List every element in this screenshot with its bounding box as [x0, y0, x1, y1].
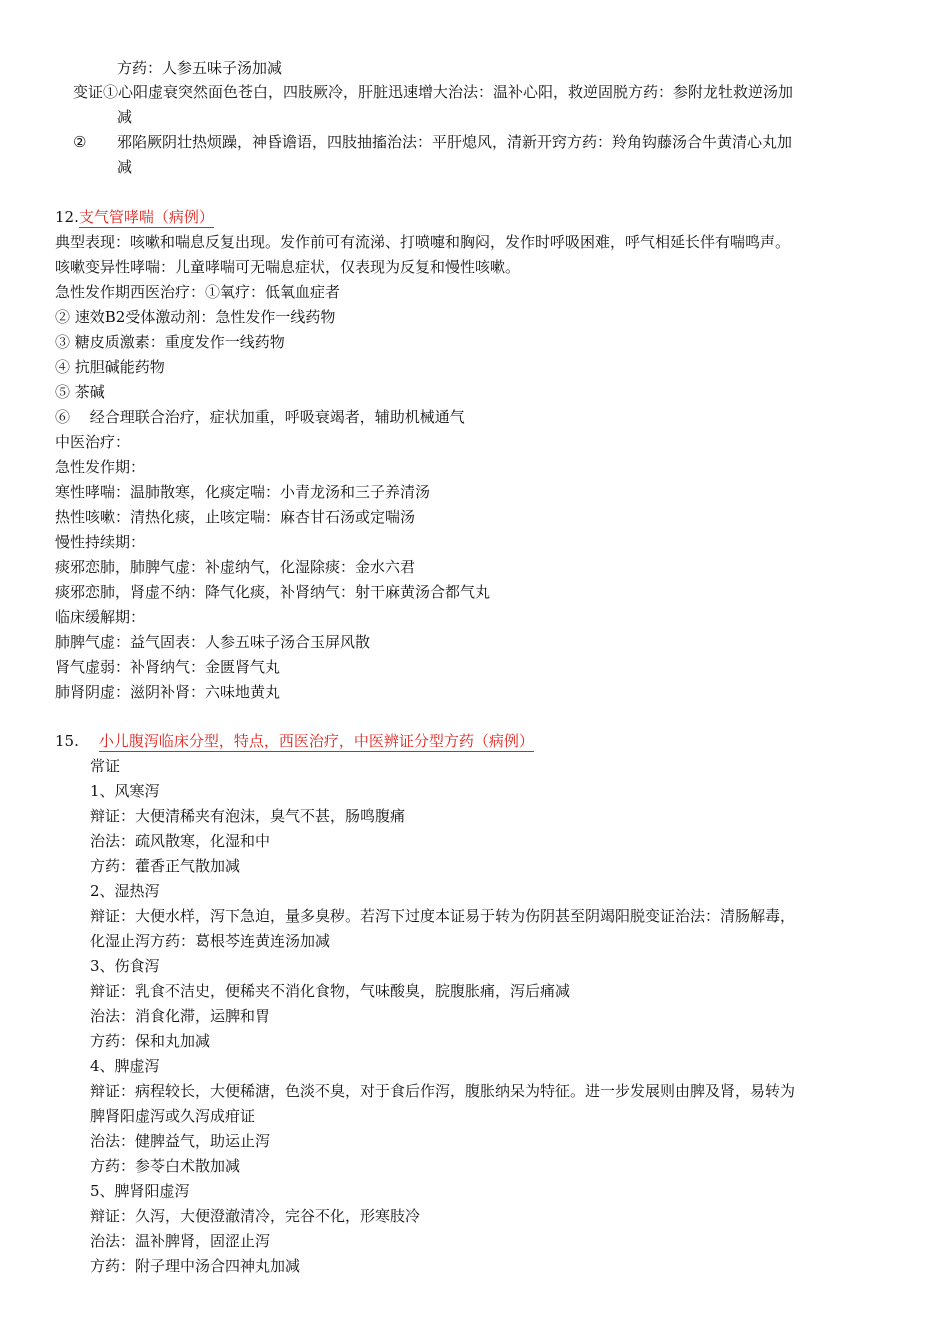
section-15-line: 脾肾阳虚泻或久泻成疳证: [90, 1107, 256, 1125]
section-12-line: 慢性持续期：: [55, 533, 146, 551]
complication-2-continuation: 减: [117, 158, 133, 176]
section-12-line: 咳嗽变异性哮喘：儿童哮喘可无喘息症状，仅表现为反复和慢性咳嗽。: [55, 258, 521, 276]
complication-1-line: 变证①心阳虚衰突然面色苍白，四肢厥冷，肝脏迅速增大治法：温补心阳，救逆固脱方药：参附龙牡救逆汤加: [73, 83, 794, 101]
section-15-line: 辩证：病程较长，大便稀溏，色淡不臭，对于食后作泻，腹胀纳呆为特征。进一步发展则由脾及肾，易转为: [90, 1082, 796, 1100]
section-15-line: 治法：疏风散寒，化湿和中: [90, 832, 271, 850]
complication-2-line: 邪陷厥阴壮热烦躁，神昏谵语，四肢抽搐治法：平肝熄风，清新开窍方药：羚角钩藤汤合牛黄清心丸加: [117, 133, 793, 151]
section-15-line: 方药：附子理中汤合四神丸加减: [90, 1257, 301, 1275]
section-12-line: ④ 抗胆碱能药物: [55, 358, 165, 376]
section-12-line: ⑤ 茶碱: [55, 383, 105, 401]
section-12-title: 支气管哮喘（病例）: [78, 208, 214, 226]
section-15-line: 辩证：大便水样，泻下急迫，量多臭秽。若泻下过度本证易于转为伤阴甚至阴竭阳脱变证治法：清肠解毒，: [90, 907, 796, 925]
section-15-line: 辩证：久泻，大便澄澈清冷，完谷不化，形寒肢冷: [90, 1207, 421, 1225]
section-12-line: 肾气虚弱：补肾纳气：金匮肾气丸: [55, 658, 281, 676]
complication-1-continuation: 减: [117, 108, 133, 126]
section-15-line: 治法：健脾益气，助运止泻: [90, 1132, 271, 1150]
section-15-heading: [55, 729, 534, 754]
formula-line: 方药：人参五味子汤加减: [117, 59, 283, 77]
section-12-line: ⑥ 经合理联合治疗，症状加重，呼吸衰竭者，辅助机械通气: [55, 408, 465, 426]
section-15-line: 常证: [90, 757, 121, 775]
section-12-line: ② 速效B2受体激动剂：急性发作一线药物: [55, 308, 336, 326]
section-12-line: 热性咳嗽：清热化痰，止咳定喘：麻杏甘石汤或定喘汤: [55, 508, 416, 526]
section-12-line: 中医治疗：: [55, 433, 131, 451]
complication-2-number: ②: [73, 133, 87, 151]
section-12-line: 寒性哮喘：温肺散寒，化痰定喘：小青龙汤和三子养清汤: [55, 483, 431, 501]
section-12-line: 典型表现：咳嗽和喘息反复出现。发作前可有流涕、打喷嚏和胸闷，发作时呼吸困难，呼气相延长伴有喘鸣声。: [55, 233, 791, 251]
section-15-line: 5、脾肾阳虚泻: [90, 1182, 190, 1200]
section-12-line: 肺脾气虚：益气固表：人参五味子汤合玉屏风散: [55, 633, 371, 651]
section-12-line: ③ 糖皮质激素：重度发作一线药物: [55, 333, 285, 351]
section-15-number: 15.: [55, 732, 79, 750]
section-15-title: 小儿腹泻临床分型，特点，西医治疗，中医辨证分型方药（病例）: [98, 732, 534, 750]
section-12-line: 肺肾阴虚：滋阴补肾：六味地黄丸: [55, 683, 281, 701]
section-15-line: 辩证：大便清稀夹有泡沫，臭气不甚，肠鸣腹痛: [90, 807, 406, 825]
section-15-line: 治法：温补脾肾，固涩止泻: [90, 1232, 271, 1250]
section-15-line: 4、脾虚泻: [90, 1057, 160, 1075]
section-15-line: 方药：保和丸加减: [90, 1032, 211, 1050]
section-12-line: 临床缓解期：: [55, 608, 146, 626]
section-12-heading: [55, 205, 214, 230]
section-15-line: 1、风寒泻: [90, 782, 160, 800]
section-12-line: 痰邪恋肺，肾虚不纳：降气化痰，补肾纳气：射干麻黄汤合都气丸: [55, 583, 491, 601]
section-15-line: 方药：参苓白术散加减: [90, 1157, 241, 1175]
section-15-line: 化湿止泻方药：葛根芩连黄连汤加减: [90, 932, 331, 950]
section-12-line: 急性发作期西医治疗：①氧疗：低氧血症者: [55, 283, 341, 301]
section-12-line: 急性发作期：: [55, 458, 146, 476]
section-12-line: 痰邪恋肺，肺脾气虚：补虚纳气，化湿除痰：金水六君: [55, 558, 416, 576]
section-15-line: 方药：藿香正气散加减: [90, 857, 241, 875]
section-15-line: 辩证：乳食不洁史，便稀夹不消化食物，气味酸臭，脘腹胀痛，泻后痛减: [90, 982, 571, 1000]
section-15-line: 2、湿热泻: [90, 882, 160, 900]
section-15-line: 3、伤食泻: [90, 957, 160, 975]
section-12-number: 12.: [55, 208, 79, 226]
section-15-line: 治法：消食化滞，运脾和胃: [90, 1007, 271, 1025]
